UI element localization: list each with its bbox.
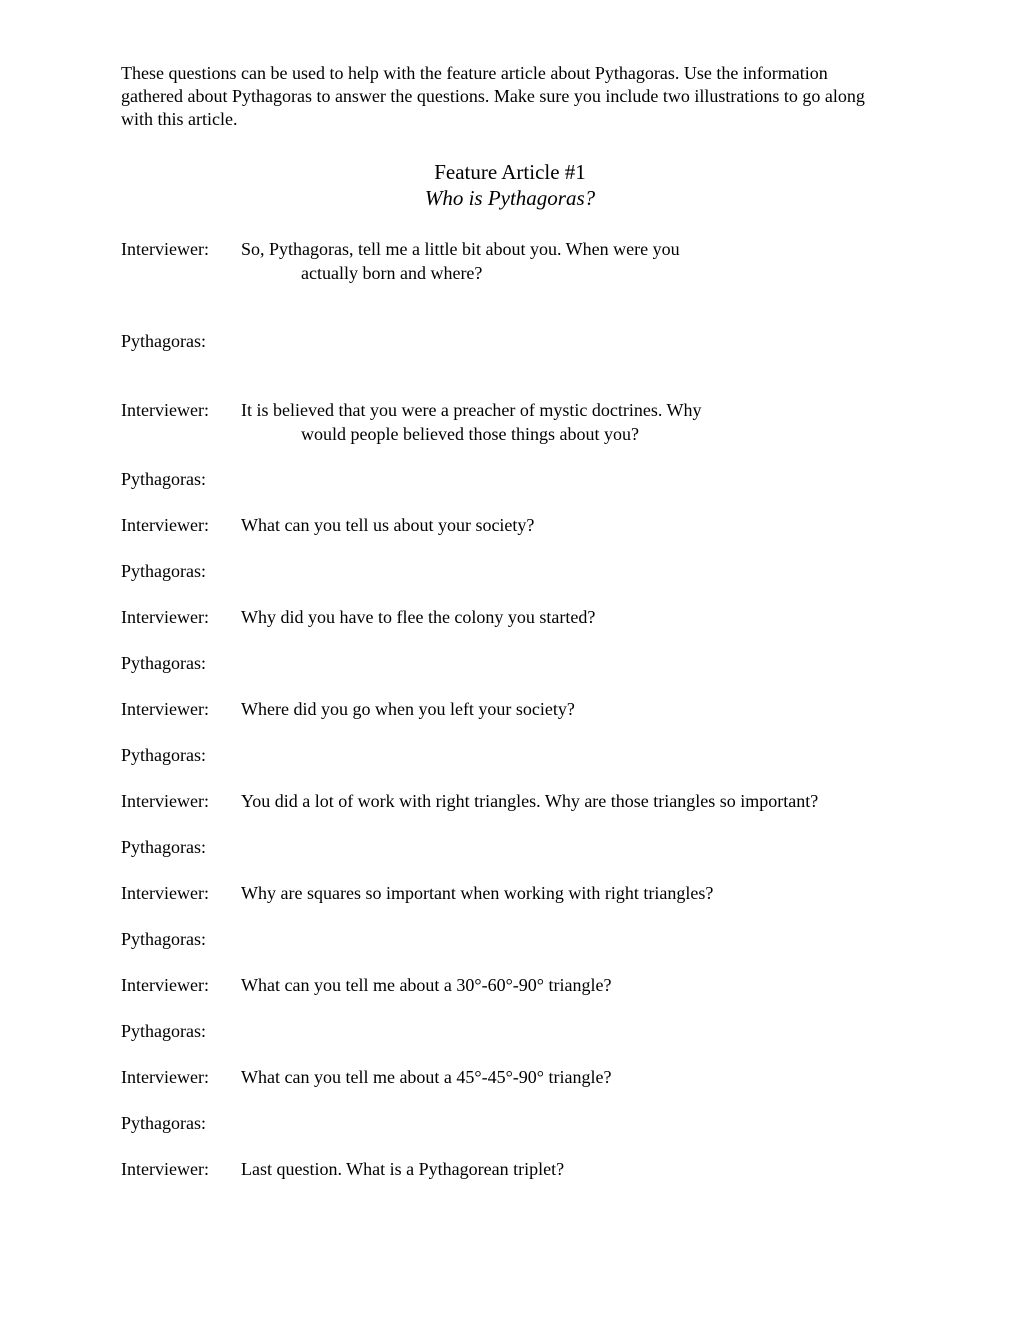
question-text: Where did you go when you left your society? bbox=[241, 699, 575, 719]
interviewer-label: Interviewer: bbox=[121, 1067, 209, 1087]
interviewer-label: Interviewer: bbox=[121, 400, 209, 420]
interviewer-label: Interviewer: bbox=[121, 515, 209, 535]
interviewer-question-6 bbox=[121, 791, 818, 812]
interviewer-question-5 bbox=[121, 699, 575, 720]
pythagoras-label: Pythagoras: bbox=[121, 745, 206, 765]
pythagoras-label: Pythagoras: bbox=[121, 1021, 206, 1041]
question-text: So, Pythagoras, tell me a little bit about you. When were you bbox=[241, 239, 680, 259]
interviewer-label: Interviewer: bbox=[121, 791, 209, 811]
interviewer-question-1 bbox=[121, 239, 680, 260]
pythagoras-label: Pythagoras: bbox=[121, 653, 206, 673]
pythagoras-label: Pythagoras: bbox=[121, 1113, 206, 1133]
pythagoras-answer-2 bbox=[121, 469, 241, 490]
pythagoras-answer-8 bbox=[121, 1021, 241, 1042]
interviewer-question-4 bbox=[121, 607, 595, 628]
pythagoras-answer-1 bbox=[121, 331, 241, 352]
article-subtitle: Who is Pythagoras? bbox=[424, 186, 596, 210]
pythagoras-label: Pythagoras: bbox=[121, 331, 206, 351]
question-text: What can you tell me about a 45°-45°-90° triangle? bbox=[241, 1067, 612, 1087]
interviewer-question-3 bbox=[121, 515, 534, 536]
pythagoras-answer-6 bbox=[121, 837, 241, 858]
question-text: Why are squares so important when working with right triangles? bbox=[241, 883, 714, 903]
interviewer-label: Interviewer: bbox=[121, 699, 209, 719]
pythagoras-label: Pythagoras: bbox=[121, 561, 206, 581]
interviewer-question-10 bbox=[121, 1159, 564, 1180]
question-text: Last question. What is a Pythagorean triplet? bbox=[241, 1159, 565, 1179]
question-text: What can you tell us about your society? bbox=[241, 515, 535, 535]
question-text: You did a lot of work with right triangles. Why are those triangles so important? bbox=[241, 791, 819, 811]
interviewer-question-9 bbox=[121, 1067, 611, 1088]
pythagoras-answer-3 bbox=[121, 561, 241, 582]
pythagoras-label: Pythagoras: bbox=[121, 469, 206, 489]
interviewer-label: Interviewer: bbox=[121, 1159, 209, 1179]
interviewer-label: Interviewer: bbox=[121, 239, 209, 259]
interviewer-question-2 bbox=[121, 400, 702, 421]
question-2-continuation: would people believed those things about you? bbox=[301, 424, 639, 444]
intro-paragraph: These questions can be used to help with the feature article about Pythagoras. Use the information gathered about Pythagoras to answer the questions. Make sure you include two illustrations to go along with this article. bbox=[121, 63, 865, 129]
article-title: Feature Article #1 bbox=[434, 160, 586, 184]
question-1-continuation: actually born and where? bbox=[301, 263, 483, 283]
interviewer-label: Interviewer: bbox=[121, 975, 209, 995]
pythagoras-answer-7 bbox=[121, 929, 241, 950]
question-text: What can you tell me about a 30°-60°-90° triangle? bbox=[241, 975, 612, 995]
pythagoras-answer-5 bbox=[121, 745, 241, 766]
interviewer-label: Interviewer: bbox=[121, 607, 209, 627]
interviewer-question-8 bbox=[121, 975, 611, 996]
pythagoras-label: Pythagoras: bbox=[121, 929, 206, 949]
interviewer-question-7 bbox=[121, 883, 713, 904]
question-text: It is believed that you were a preacher of mystic doctrines. Why bbox=[241, 400, 702, 420]
interviewer-label: Interviewer: bbox=[121, 883, 209, 903]
pythagoras-answer-9 bbox=[121, 1113, 241, 1134]
pythagoras-answer-4 bbox=[121, 653, 241, 674]
question-text: Why did you have to flee the colony you started? bbox=[241, 607, 596, 627]
pythagoras-label: Pythagoras: bbox=[121, 837, 206, 857]
